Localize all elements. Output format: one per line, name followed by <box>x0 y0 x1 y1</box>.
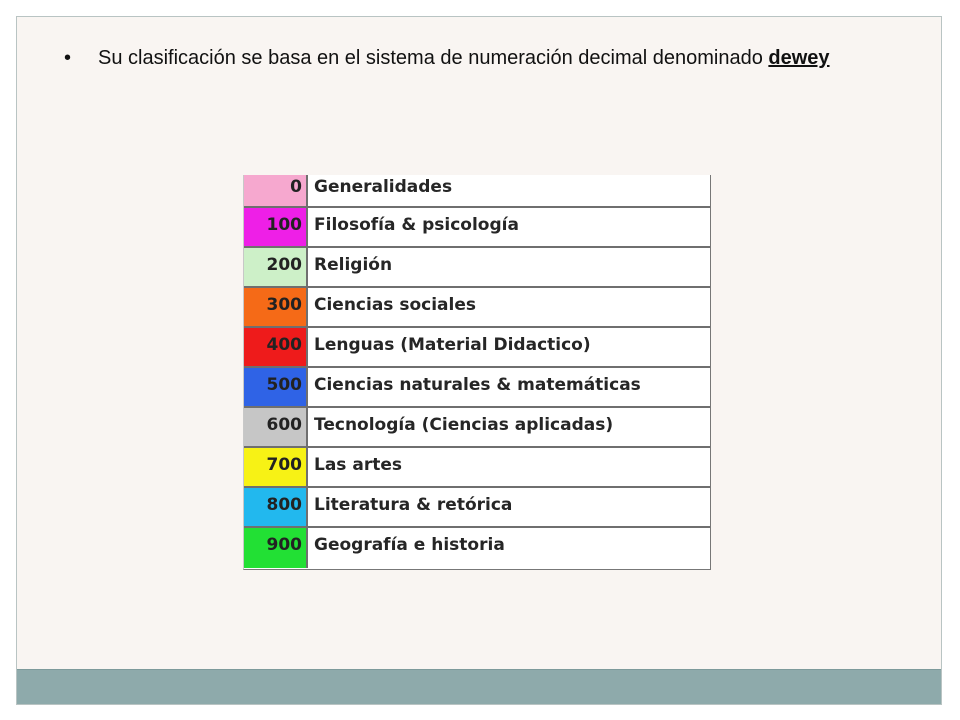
dewey-label: Filosofía & psicología <box>314 215 519 235</box>
dewey-label: Religión <box>314 255 393 275</box>
dewey-label: Lenguas (Material Didactico) <box>314 335 591 355</box>
dewey-code: 800 <box>244 488 308 526</box>
dewey-classification-table <box>243 175 711 570</box>
dewey-code: 900 <box>244 528 308 568</box>
dewey-code: 600 <box>244 408 308 446</box>
bullet-marker: • <box>64 47 72 69</box>
dewey-row <box>244 408 710 448</box>
bullet-point <box>64 44 886 72</box>
footer-band <box>17 669 941 704</box>
dewey-code: 300 <box>244 288 308 326</box>
dewey-label: Tecnología (Ciencias aplicadas) <box>314 415 614 435</box>
dewey-row <box>244 448 710 488</box>
dewey-code: 500 <box>244 368 308 406</box>
dewey-row <box>244 288 710 328</box>
dewey-term: dewey <box>768 47 830 69</box>
dewey-code: 700 <box>244 448 308 486</box>
dewey-code: 400 <box>244 328 308 366</box>
dewey-row <box>244 208 710 248</box>
dewey-row <box>244 368 710 408</box>
dewey-row <box>244 328 710 368</box>
bullet-text <box>98 44 830 72</box>
dewey-row <box>244 175 710 208</box>
dewey-code: 200 <box>244 248 308 286</box>
dewey-code: 100 <box>244 208 308 246</box>
dewey-label: Literatura & retórica <box>314 495 513 515</box>
dewey-label: Ciencias sociales <box>314 295 476 315</box>
slide <box>16 16 942 705</box>
dewey-label: Geografía e historia <box>314 535 505 555</box>
dewey-label: Ciencias naturales & matemáticas <box>314 375 641 395</box>
dewey-row <box>244 528 710 568</box>
dewey-label: Las artes <box>314 455 402 475</box>
dewey-row <box>244 488 710 528</box>
dewey-label: Generalidades <box>314 177 453 197</box>
bullet-body: Su clasificación se basa en el sistema de numeración decimal denominado <box>98 47 769 69</box>
dewey-code: 0 <box>244 175 308 206</box>
dewey-row <box>244 248 710 288</box>
